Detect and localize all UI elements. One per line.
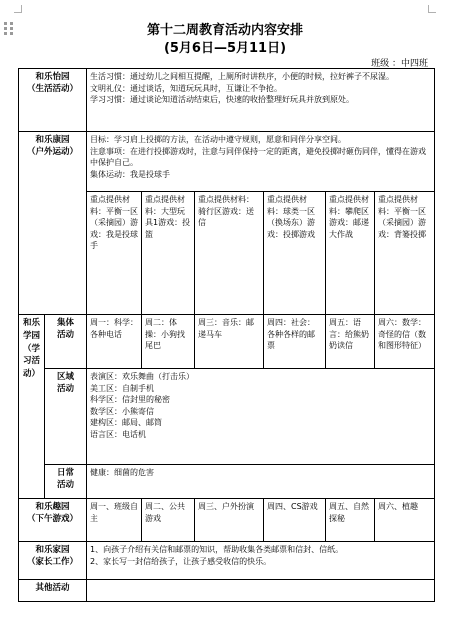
outdoor-text-row — [19, 132, 435, 192]
outdoor-label: 和乐康园 （户外运动） — [19, 132, 87, 315]
outdoor-line: 集体运动：我是投球手 — [90, 169, 171, 179]
daily-content: 健康：细菌的危害 — [87, 465, 435, 499]
game-day: 周一、班级自主 — [87, 499, 142, 542]
page-corner-mark-right — [428, 5, 436, 13]
outdoor-point: 重点提供材料：攀爬区游戏：邮递大作战 — [326, 192, 375, 315]
class-label: 班级 ：中四班 — [371, 59, 428, 69]
outdoor-content — [87, 132, 435, 192]
group-day: 周四：社会：各种各样的邮票 — [264, 315, 326, 369]
game-day: 周三、户外扮演 — [195, 499, 264, 542]
schedule-table — [18, 68, 435, 602]
home-line: 1、向孩子介绍有关信和邮票的知识，帮助收集各类邮票和信封、信纸。 — [90, 545, 344, 554]
outdoor-line: 目标：学习肩上投掷的方法，在活动中遵守规则，愿意和同伴分享空间。 — [90, 135, 347, 144]
life-line: 学习习惯：通过谈论知道活动结束后，快速的收拾整理好玩具并放到原处。 — [90, 95, 355, 105]
game-day: 周二、公共游戏 — [142, 499, 195, 542]
area-line: 建构区：邮局、邮筒 — [90, 418, 163, 428]
area-line: 美工区：自制手机 — [90, 383, 155, 393]
group-day: 周三：音乐：邮递马车 — [195, 315, 264, 369]
group-activity-row — [19, 315, 435, 369]
page-corner-mark-left — [14, 5, 22, 13]
life-line: 生活习惯：通过幼儿之间相互提醒，上厕所时讲秩序，小便的时候，拉好裤子不尿湿。 — [90, 72, 395, 81]
learning-label: 和乐学园（学习活动） — [19, 315, 45, 499]
document-title: 第十二周教育活动内容安排 — [146, 23, 303, 38]
life-row — [19, 69, 435, 132]
group-activity-label: 集体 活动 — [45, 315, 87, 369]
outdoor-point: 重点提供材料：球类一区（换场东）游戏：投掷游戏 — [264, 192, 326, 315]
game-day: 周六、植趣 — [375, 499, 435, 542]
group-day: 周五：语言：给熊奶奶读信 — [326, 315, 375, 369]
area-line: 数学区：小熊寄信 — [90, 406, 155, 416]
outdoor-point: 重点提供材料：平衡一区（采摘园）游戏：背篓投掷 — [375, 192, 435, 315]
other-content — [87, 580, 435, 602]
outdoor-point: 重点提供材料：平衡一区（采摘园）游戏：我是投球手 — [87, 192, 142, 315]
home-row — [19, 542, 435, 580]
other-row — [19, 580, 435, 602]
area-activity-label: 区域 活动 — [45, 369, 87, 465]
group-day: 周六：数学：奇怪的信（数和图形特征） — [375, 315, 435, 369]
home-line: 2、家长写一封信给孩子，让孩子感受收信的快乐。 — [90, 556, 272, 566]
area-line: 科学区：信封里的秘密 — [90, 395, 171, 405]
outdoor-point: 重点提供材料：骑行区游戏：送信 — [195, 192, 264, 315]
life-content — [87, 69, 435, 132]
area-line: 语言区：电话机 — [90, 429, 147, 439]
area-line: 表演区：欢乐舞曲（打击乐） — [90, 372, 195, 381]
home-content — [87, 542, 435, 580]
game-label: 和乐趣园 （下午游戏） — [19, 499, 87, 542]
daily-activity-row — [19, 465, 435, 499]
daily-activity-label: 日常 活动 — [45, 465, 87, 499]
group-day: 周一：科学：各种电话 — [87, 315, 142, 369]
life-line: 文明礼仪：通过谈话，知道玩玩具时，互谦让不争抢。 — [90, 83, 283, 93]
outdoor-line: 注意事项：在进行投掷游戏时，注意与同伴保持一定的距离，避免投掷时砸伤同伴，懂得在游戏中保护自己。 — [90, 146, 427, 168]
outdoor-point: 重点提供材料：大型玩具1游戏：投篮 — [142, 192, 195, 315]
area-activity-row — [19, 369, 435, 465]
home-label: 和乐家园 （家长工作） — [19, 542, 87, 580]
area-content — [87, 369, 435, 465]
other-label: 其他活动 — [19, 580, 87, 602]
game-row — [19, 499, 435, 542]
group-day: 周二：体操：小狗找尾巴 — [142, 315, 195, 369]
game-day: 周五、自然探秘 — [326, 499, 375, 542]
date-range: (5月6日—5月11日) — [163, 41, 287, 56]
life-label: 和乐怡园 （生活活动） — [19, 69, 87, 132]
game-day: 周四、CS游戏 — [264, 499, 326, 542]
